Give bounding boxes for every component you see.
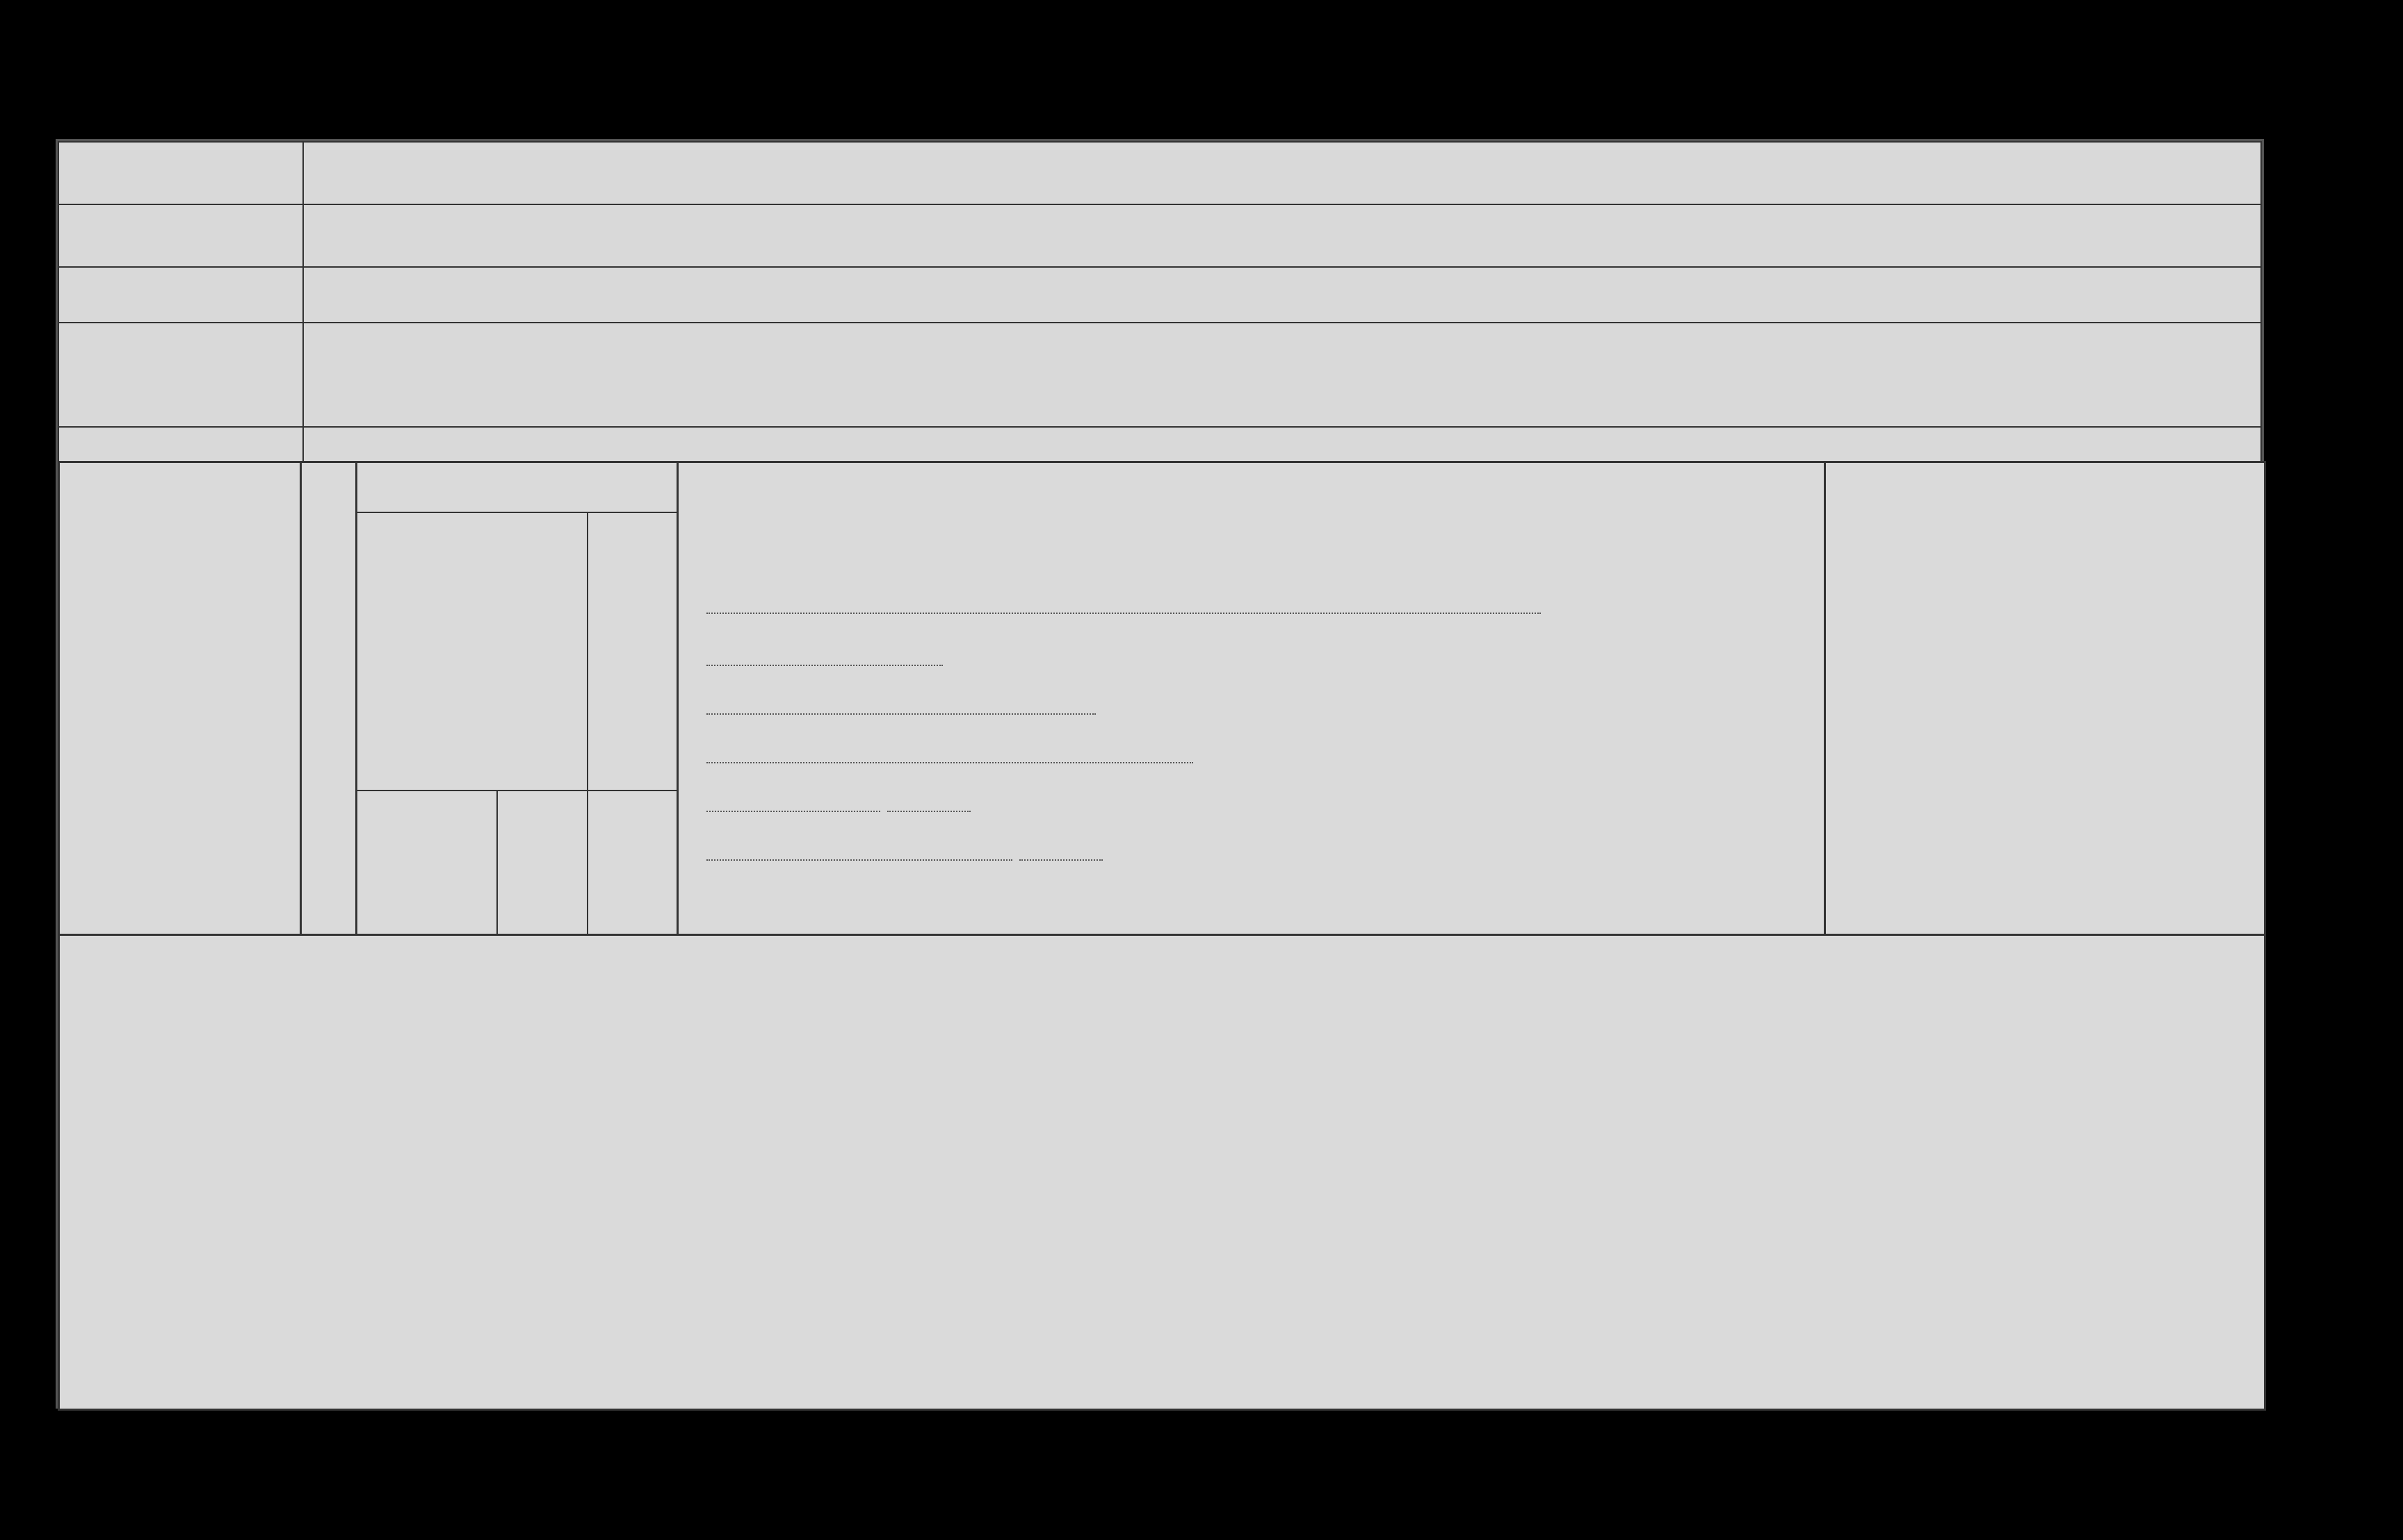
crop-columns [287,141,2262,461]
header-na-zemlyakh [58,323,303,427]
hired-workers-panel [300,461,359,938]
lease-panel [58,934,2266,1411]
row-label-svoi [58,267,303,323]
row-label-arend [58,204,303,267]
census-card [56,139,2264,1409]
population-panel [1824,461,2266,938]
private-estates-panel [677,461,1828,938]
row-label-vsego [58,142,303,204]
trade-panel [355,461,681,938]
relation-panel [58,461,304,938]
